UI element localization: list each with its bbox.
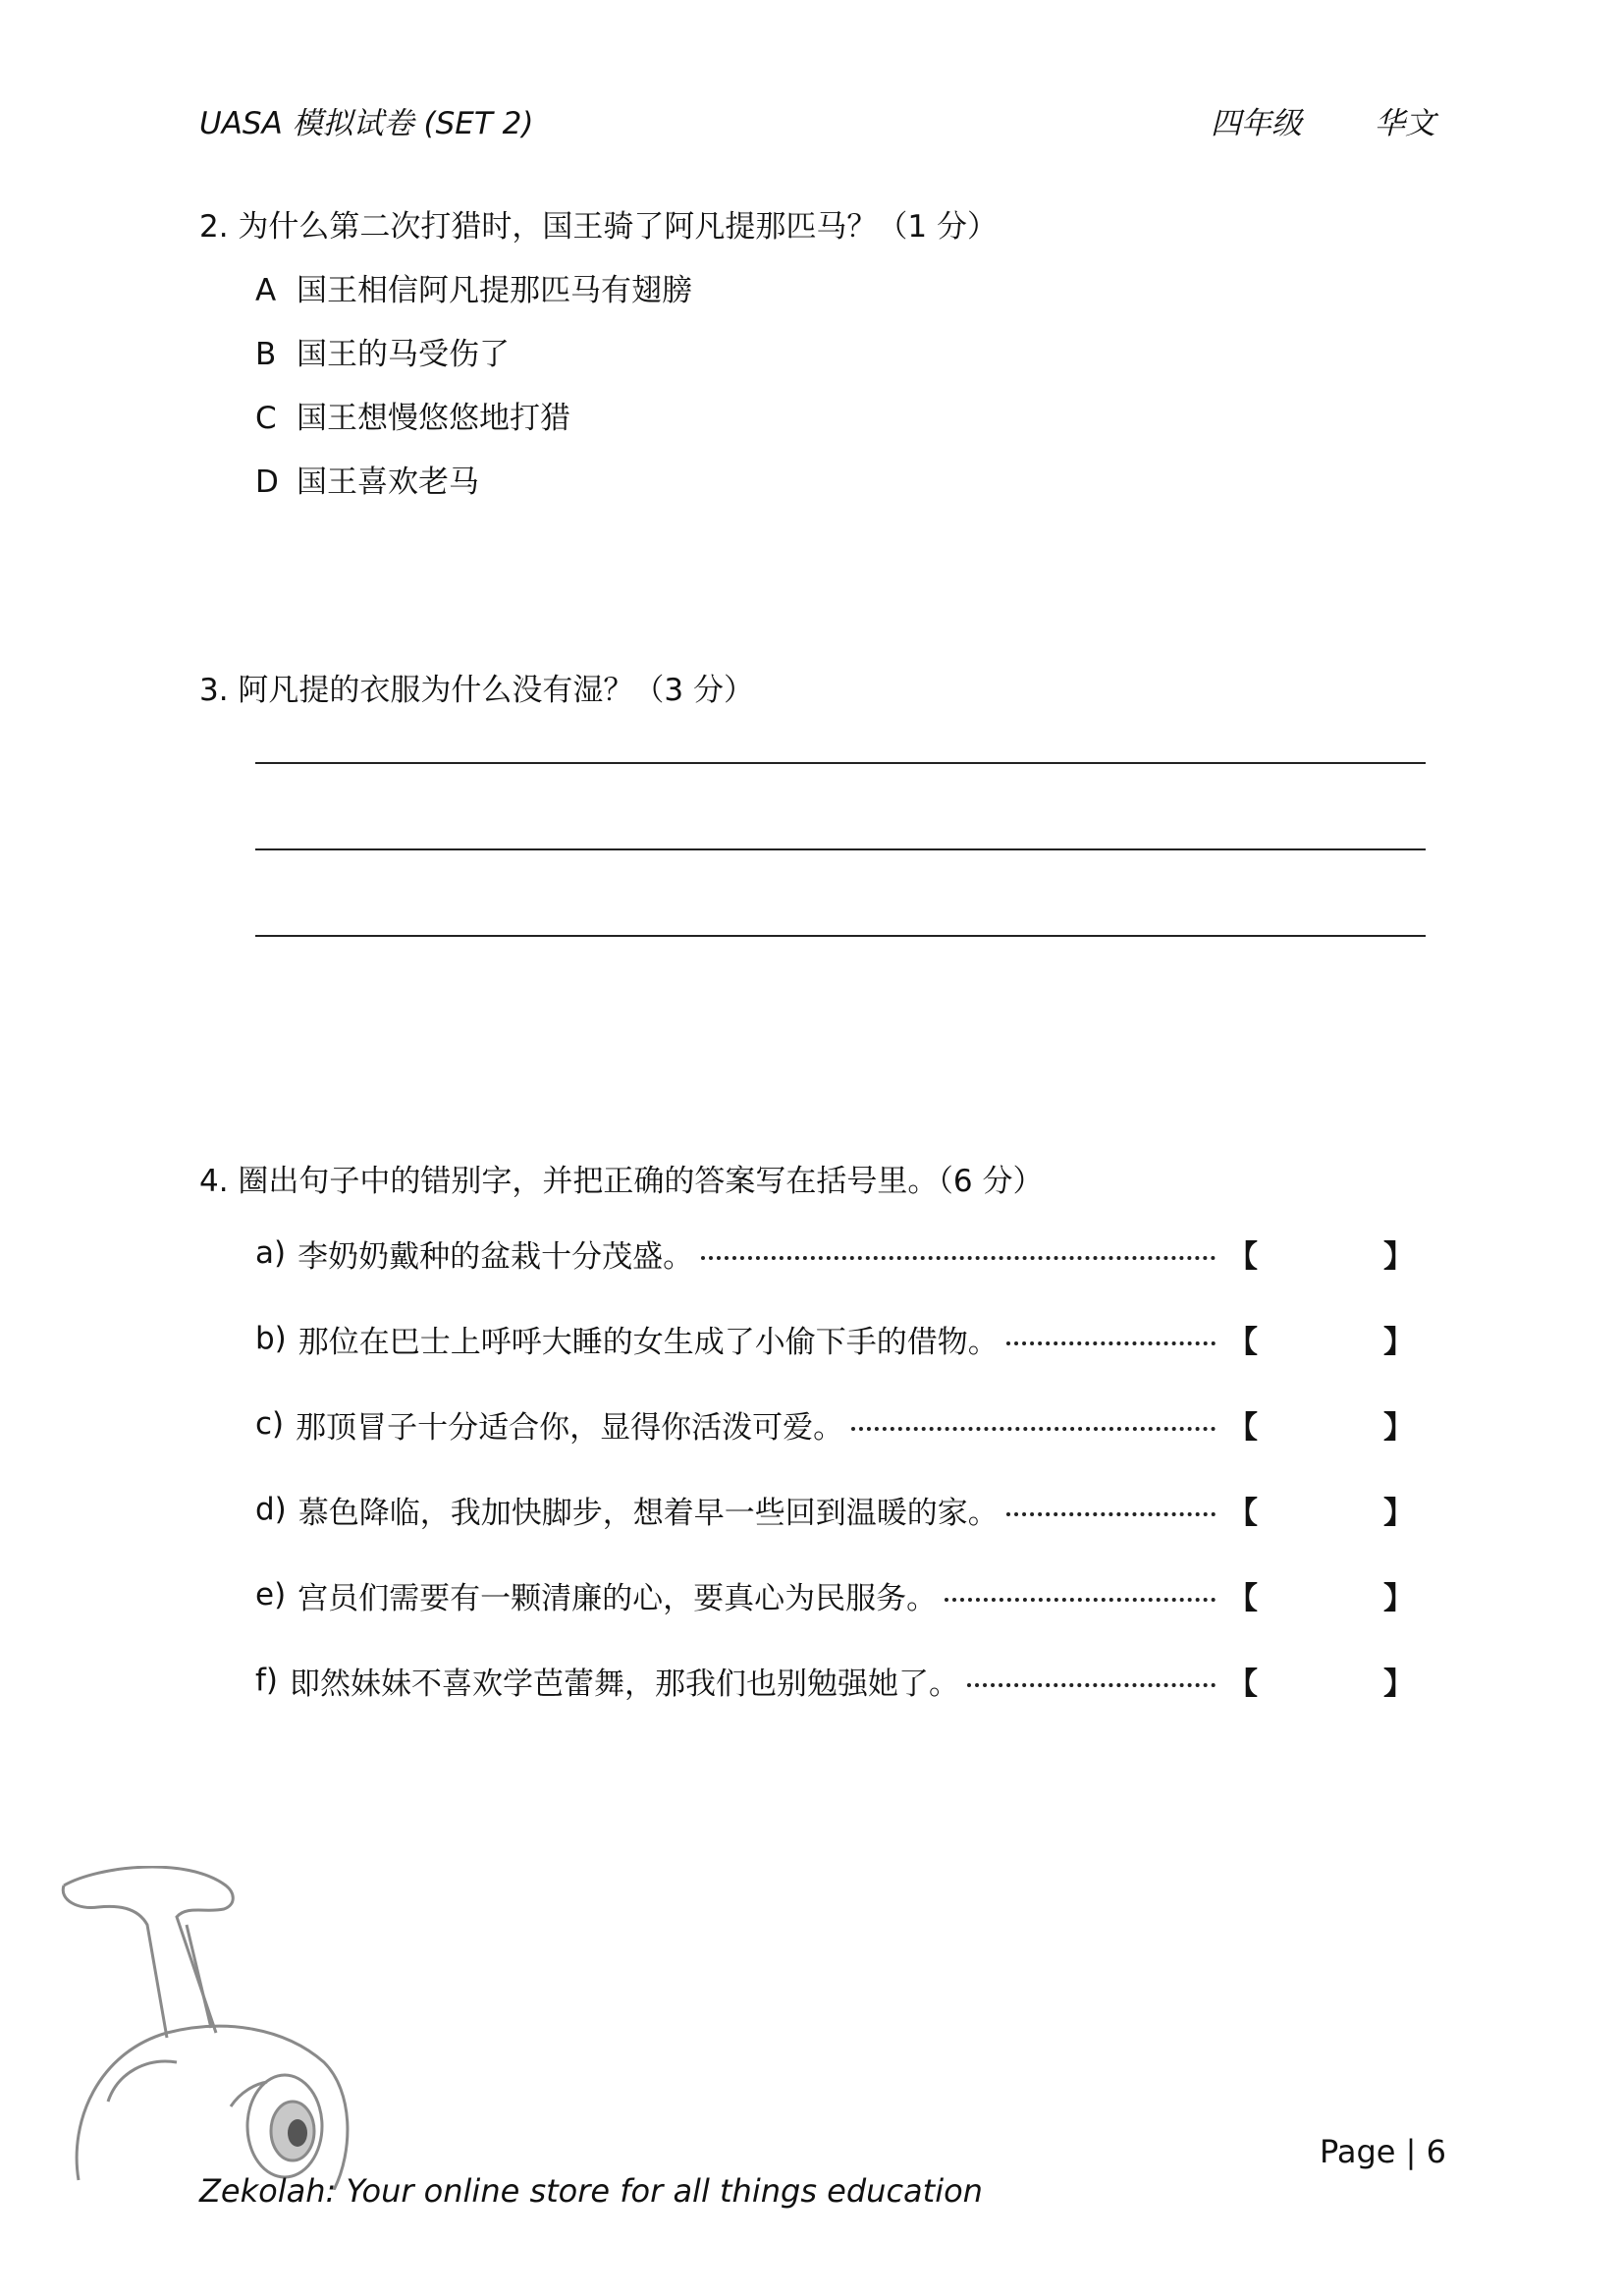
option-text: 国王的马受伤了 xyxy=(297,337,510,372)
bracket-close: 】 xyxy=(1383,1324,1414,1360)
q4-prompt: 4. 圈出句子中的错别字，并把正确的答案写在括号里。（6 分） xyxy=(199,1164,1044,1199)
q4-item-a xyxy=(255,1233,1414,1273)
item-sentence: 那顶冒子十分适合你，显得你活泼可爱。 xyxy=(296,1409,844,1446)
q3-prompt: 3. 阿凡提的衣服为什么没有湿？（3 分） xyxy=(199,673,755,708)
option-text: 国王相信阿凡提那匹马有翅膀 xyxy=(297,273,692,308)
item-sentence: 即然妹妹不喜欢学芭蕾舞，那我们也别勉强她了。 xyxy=(290,1666,960,1702)
answer-line-3[interactable] xyxy=(255,935,1426,937)
answer-bracket[interactable] xyxy=(1227,1231,1414,1276)
option-text: 国王喜欢老马 xyxy=(297,465,479,500)
mascot-watermark xyxy=(39,1866,393,2190)
item-label: a) xyxy=(255,1235,287,1271)
dot-leader xyxy=(945,1598,1216,1602)
bracket-close: 】 xyxy=(1383,1238,1414,1275)
q2-prompt: 2. 为什么第二次打猎时，国王骑了阿凡提那匹马？（1 分） xyxy=(199,209,999,245)
answer-line-1[interactable] xyxy=(255,762,1426,764)
bracket-open: 【 xyxy=(1227,1238,1258,1275)
option-letter: D xyxy=(255,465,279,500)
bracket-close: 】 xyxy=(1383,1666,1414,1702)
q4-item-f xyxy=(255,1661,1414,1700)
dot-leader xyxy=(1006,1341,1216,1345)
option-letter: A xyxy=(255,273,277,308)
item-label: c) xyxy=(255,1406,285,1442)
answer-bracket[interactable] xyxy=(1227,1488,1414,1532)
bracket-open: 【 xyxy=(1227,1409,1258,1446)
footer-store-tagline: Zekolah: Your online store for all things education xyxy=(199,2172,983,2210)
option-letter: C xyxy=(255,401,277,436)
dot-leader xyxy=(1006,1512,1216,1516)
bracket-open: 【 xyxy=(1227,1324,1258,1360)
q4-item-b xyxy=(255,1319,1414,1358)
bracket-open: 【 xyxy=(1227,1495,1258,1531)
dot-leader xyxy=(701,1256,1216,1260)
answer-bracket[interactable] xyxy=(1227,1317,1414,1361)
q4-item-e xyxy=(255,1575,1414,1614)
q4-item-c xyxy=(255,1404,1414,1444)
item-sentence: 宫员们需要有一颗清廉的心，要真心为民服务。 xyxy=(297,1580,938,1616)
option-text: 国王想慢悠悠地打猎 xyxy=(297,401,570,436)
bracket-close: 】 xyxy=(1383,1409,1414,1446)
answer-bracket[interactable] xyxy=(1227,1402,1414,1447)
item-label: d) xyxy=(255,1492,287,1527)
bracket-open: 【 xyxy=(1227,1666,1258,1702)
item-sentence: 慕色降临，我加快脚步，想着早一些回到温暖的家。 xyxy=(297,1495,999,1531)
bracket-close: 】 xyxy=(1383,1495,1414,1531)
answer-bracket[interactable] xyxy=(1227,1573,1414,1617)
item-sentence: 那位在巴士上呼呼大睡的女生成了小偷下手的借物。 xyxy=(297,1324,999,1360)
header-exam-title: UASA 模拟试卷 (SET 2) xyxy=(199,106,534,141)
page-number: Page | 6 xyxy=(1320,2133,1446,2170)
option-letter: B xyxy=(255,337,277,372)
dot-leader xyxy=(967,1683,1216,1687)
header-grade: 四年级 xyxy=(1211,106,1302,141)
bracket-close: 】 xyxy=(1383,1580,1414,1616)
item-label: b) xyxy=(255,1321,287,1356)
item-label: e) xyxy=(255,1577,287,1613)
answer-bracket[interactable] xyxy=(1227,1659,1414,1703)
q2-option-a[interactable] xyxy=(255,265,692,309)
item-label: f) xyxy=(255,1663,279,1698)
q2-option-b[interactable] xyxy=(255,329,510,373)
q2-option-d[interactable] xyxy=(255,457,479,501)
dot-leader xyxy=(851,1427,1216,1431)
answer-line-2[interactable] xyxy=(255,848,1426,850)
q2-option-c[interactable] xyxy=(255,393,570,437)
q4-item-d xyxy=(255,1490,1414,1529)
header-subject: 华文 xyxy=(1375,106,1435,141)
item-sentence: 李奶奶戴种的盆栽十分茂盛。 xyxy=(297,1238,694,1275)
bracket-open: 【 xyxy=(1227,1580,1258,1616)
